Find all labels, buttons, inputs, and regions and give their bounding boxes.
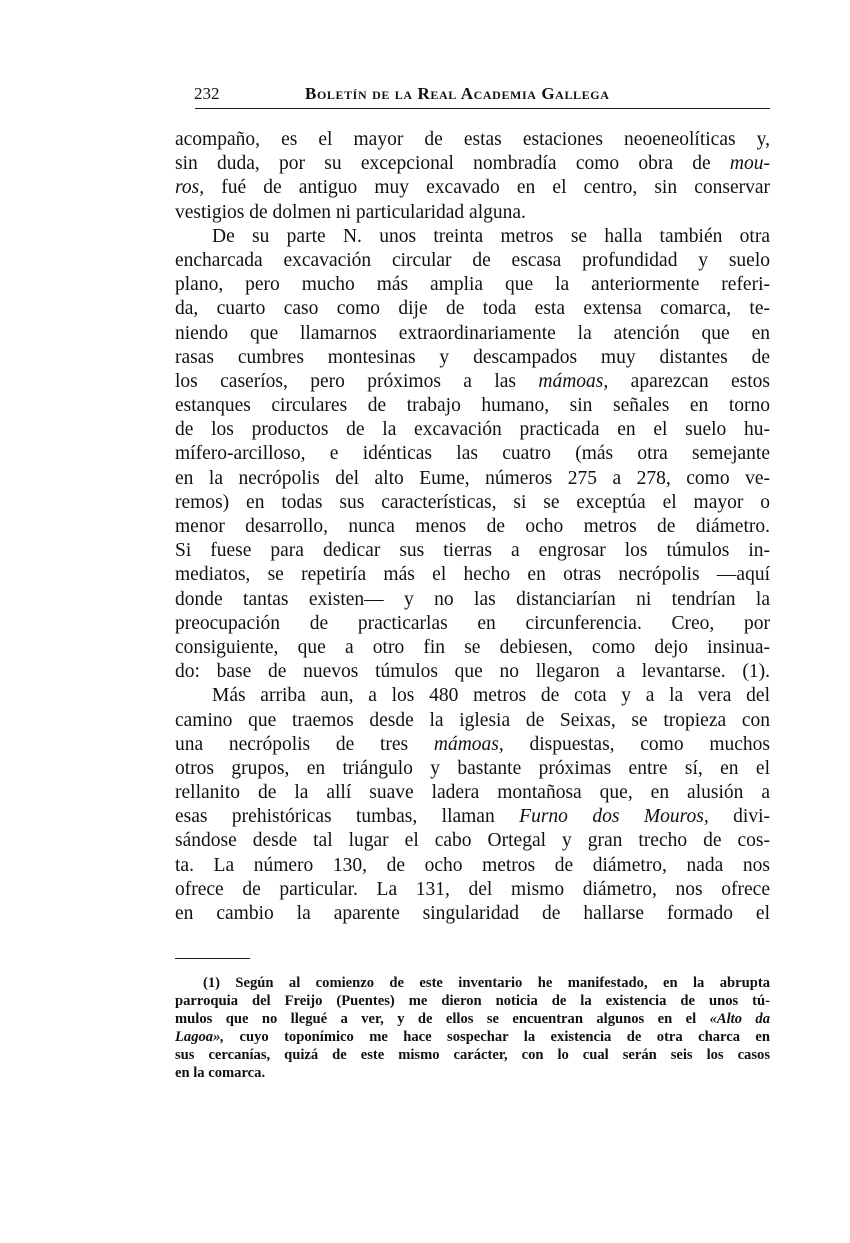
text-run: donde tantas existen— y no las distanciarían ni tendrían la <box>175 588 770 610</box>
text-run: en la necrópolis del alto Eume, números 275 a 278, como ve- <box>175 467 770 489</box>
footnote-separator <box>175 958 250 959</box>
text-line <box>175 709 770 733</box>
text-line <box>175 733 770 757</box>
text-line <box>175 418 770 442</box>
text-run: do: base de nuevos túmulos que no llegaron a levantarse. (1). <box>175 661 770 683</box>
text-run: consiguiente, que a otro fin se debiesen, como dejo insinua- <box>175 636 770 658</box>
text-run: mulos que no llegué a ver, y de ellos se encuentran algunos en el <box>175 1011 710 1027</box>
text-run: aparezcan estos <box>608 370 770 392</box>
text-line <box>175 902 770 926</box>
text-run: los caseríos, pero próximos a las <box>175 370 539 392</box>
text-line <box>175 854 770 878</box>
text-run: sin duda, por su excepcional nombradía como obra de <box>175 153 730 175</box>
text-line <box>175 829 770 853</box>
text-run: da, cuarto caso como dije de toda esta extensa comarca, te- <box>175 298 770 320</box>
text-run: de los productos de la excavación practicada en el suelo hu- <box>175 419 770 441</box>
text-run: rellanito de la allí suave ladera montañosa que, en alusión a <box>175 782 770 804</box>
text-run: preocupación de practicarlas en circunferencia. Creo, por <box>175 612 770 634</box>
text-line <box>175 442 770 466</box>
text-line <box>175 128 770 152</box>
footnote-line <box>175 974 770 992</box>
text-line <box>175 370 770 394</box>
text-run: mediatos, se repetiría más el hecho en otras necrópolis —aquí <box>175 564 770 586</box>
italic-text: ros, <box>175 177 205 199</box>
text-run: niendo que llamarnos extraordinariamente la atención que en <box>175 322 770 344</box>
text-run: dispuestas, como muchos <box>503 733 770 755</box>
footnote <box>175 974 770 1082</box>
text-line <box>175 781 770 805</box>
text-run: (1) Según al comienzo de este inventario he manifestado, en la abrupta <box>203 975 770 991</box>
header-rule <box>195 108 770 109</box>
text-line <box>175 636 770 660</box>
text-line <box>175 878 770 902</box>
footnote-line <box>175 1010 770 1028</box>
text-run: en cambio la aparente singularidad de hallarse formado el <box>175 903 770 924</box>
italic-text: «Alto da <box>709 1011 770 1027</box>
text-run: rasas cumbres montesinas y descampados muy distantes de <box>175 346 770 368</box>
text-line <box>175 539 770 563</box>
italic-text: mámoas, <box>433 733 504 755</box>
text-line <box>175 176 770 200</box>
text-line <box>175 684 770 708</box>
text-run: esas prehistóricas tumbas, llaman <box>175 806 520 828</box>
text-run: ta. La número 130, de ocho metros de diámetro, nada nos <box>175 854 770 876</box>
text-line <box>175 491 770 515</box>
text-line <box>175 588 770 612</box>
text-run: menor desarrollo, nunca menos de ocho metros de diámetro. <box>175 516 770 537</box>
italic-text: Lagoa», <box>175 1029 225 1045</box>
text-line <box>175 757 770 781</box>
text-run: camino que traemos desde la iglesia de Seixas, se tropieza con <box>175 709 770 731</box>
text-run: encharcada excavación circular de escasa profundidad y suelo <box>175 249 770 271</box>
text-run: vestigios de dolmen ni particularidad alguna. <box>175 201 526 223</box>
italic-text: mou- <box>729 153 770 175</box>
footnote-line <box>175 1064 770 1082</box>
text-run: una necrópolis de tres <box>175 733 434 755</box>
footnote-line <box>175 1046 770 1064</box>
text-line <box>175 515 770 539</box>
text-line <box>175 563 770 587</box>
text-line <box>175 249 770 273</box>
footnote-line <box>175 992 770 1010</box>
journal-title: Boletín de la Real Academia Gallega <box>305 84 610 103</box>
text-run: divi- <box>708 806 770 828</box>
page-number: 232 <box>194 84 220 103</box>
body-text <box>175 128 770 926</box>
text-run: estanques circulares de trabajo humano, sin señales en torno <box>175 395 770 417</box>
text-run: De su parte N. unos treinta metros se halla también otra <box>212 225 770 247</box>
text-line <box>175 322 770 346</box>
text-run: acompaño, es el mayor de estas estaciones neoeneolíticas y, <box>175 129 770 150</box>
text-line <box>175 201 770 225</box>
text-line <box>175 297 770 321</box>
text-run: mífero-arcilloso, e idénticas las cuatro (más otra semejante <box>175 443 770 465</box>
text-run: ofrece de particular. La 131, del mismo diámetro, nos ofrece <box>175 878 770 900</box>
text-run: sándose desde tal lugar el cabo Ortegal y gran trecho de cos- <box>175 830 770 852</box>
text-run: otros grupos, en triángulo y bastante próximas entre sí, en el <box>175 757 770 779</box>
text-run: sus cercanías, quizá de este mismo carácter, con lo cual serán seis los casos <box>175 1047 770 1063</box>
text-run: Si fuese para dedicar sus tierras a engrosar los túmulos in- <box>175 540 770 562</box>
text-line <box>175 273 770 297</box>
text-line <box>175 152 770 176</box>
text-run: cuyo toponímico me hace sospechar la existencia de otra charca en <box>224 1029 770 1045</box>
text-line <box>175 660 770 684</box>
italic-text: Furno dos Mouros, <box>519 806 709 828</box>
footnote-line <box>175 1028 770 1046</box>
text-run: parroquia del Freijo (Puentes) me dieron noticia de la existencia de unos tú- <box>175 993 770 1009</box>
text-run: Más arriba aun, a los 480 metros de cota y a la vera del <box>212 685 770 707</box>
italic-text: mámoas, <box>538 370 609 392</box>
text-run: fué de antiguo muy excavado en el centro, sin conservar <box>204 177 770 199</box>
text-run: en la comarca. <box>175 1065 266 1081</box>
text-line <box>175 394 770 418</box>
text-line <box>175 612 770 636</box>
text-run: plano, pero mucho más amplia que la anteriormente referi- <box>175 274 770 296</box>
text-line <box>175 346 770 370</box>
text-line <box>175 225 770 249</box>
text-line <box>175 467 770 491</box>
text-line <box>175 805 770 829</box>
text-run: remos) en todas sus características, si se exceptúa el mayor o <box>175 491 770 513</box>
